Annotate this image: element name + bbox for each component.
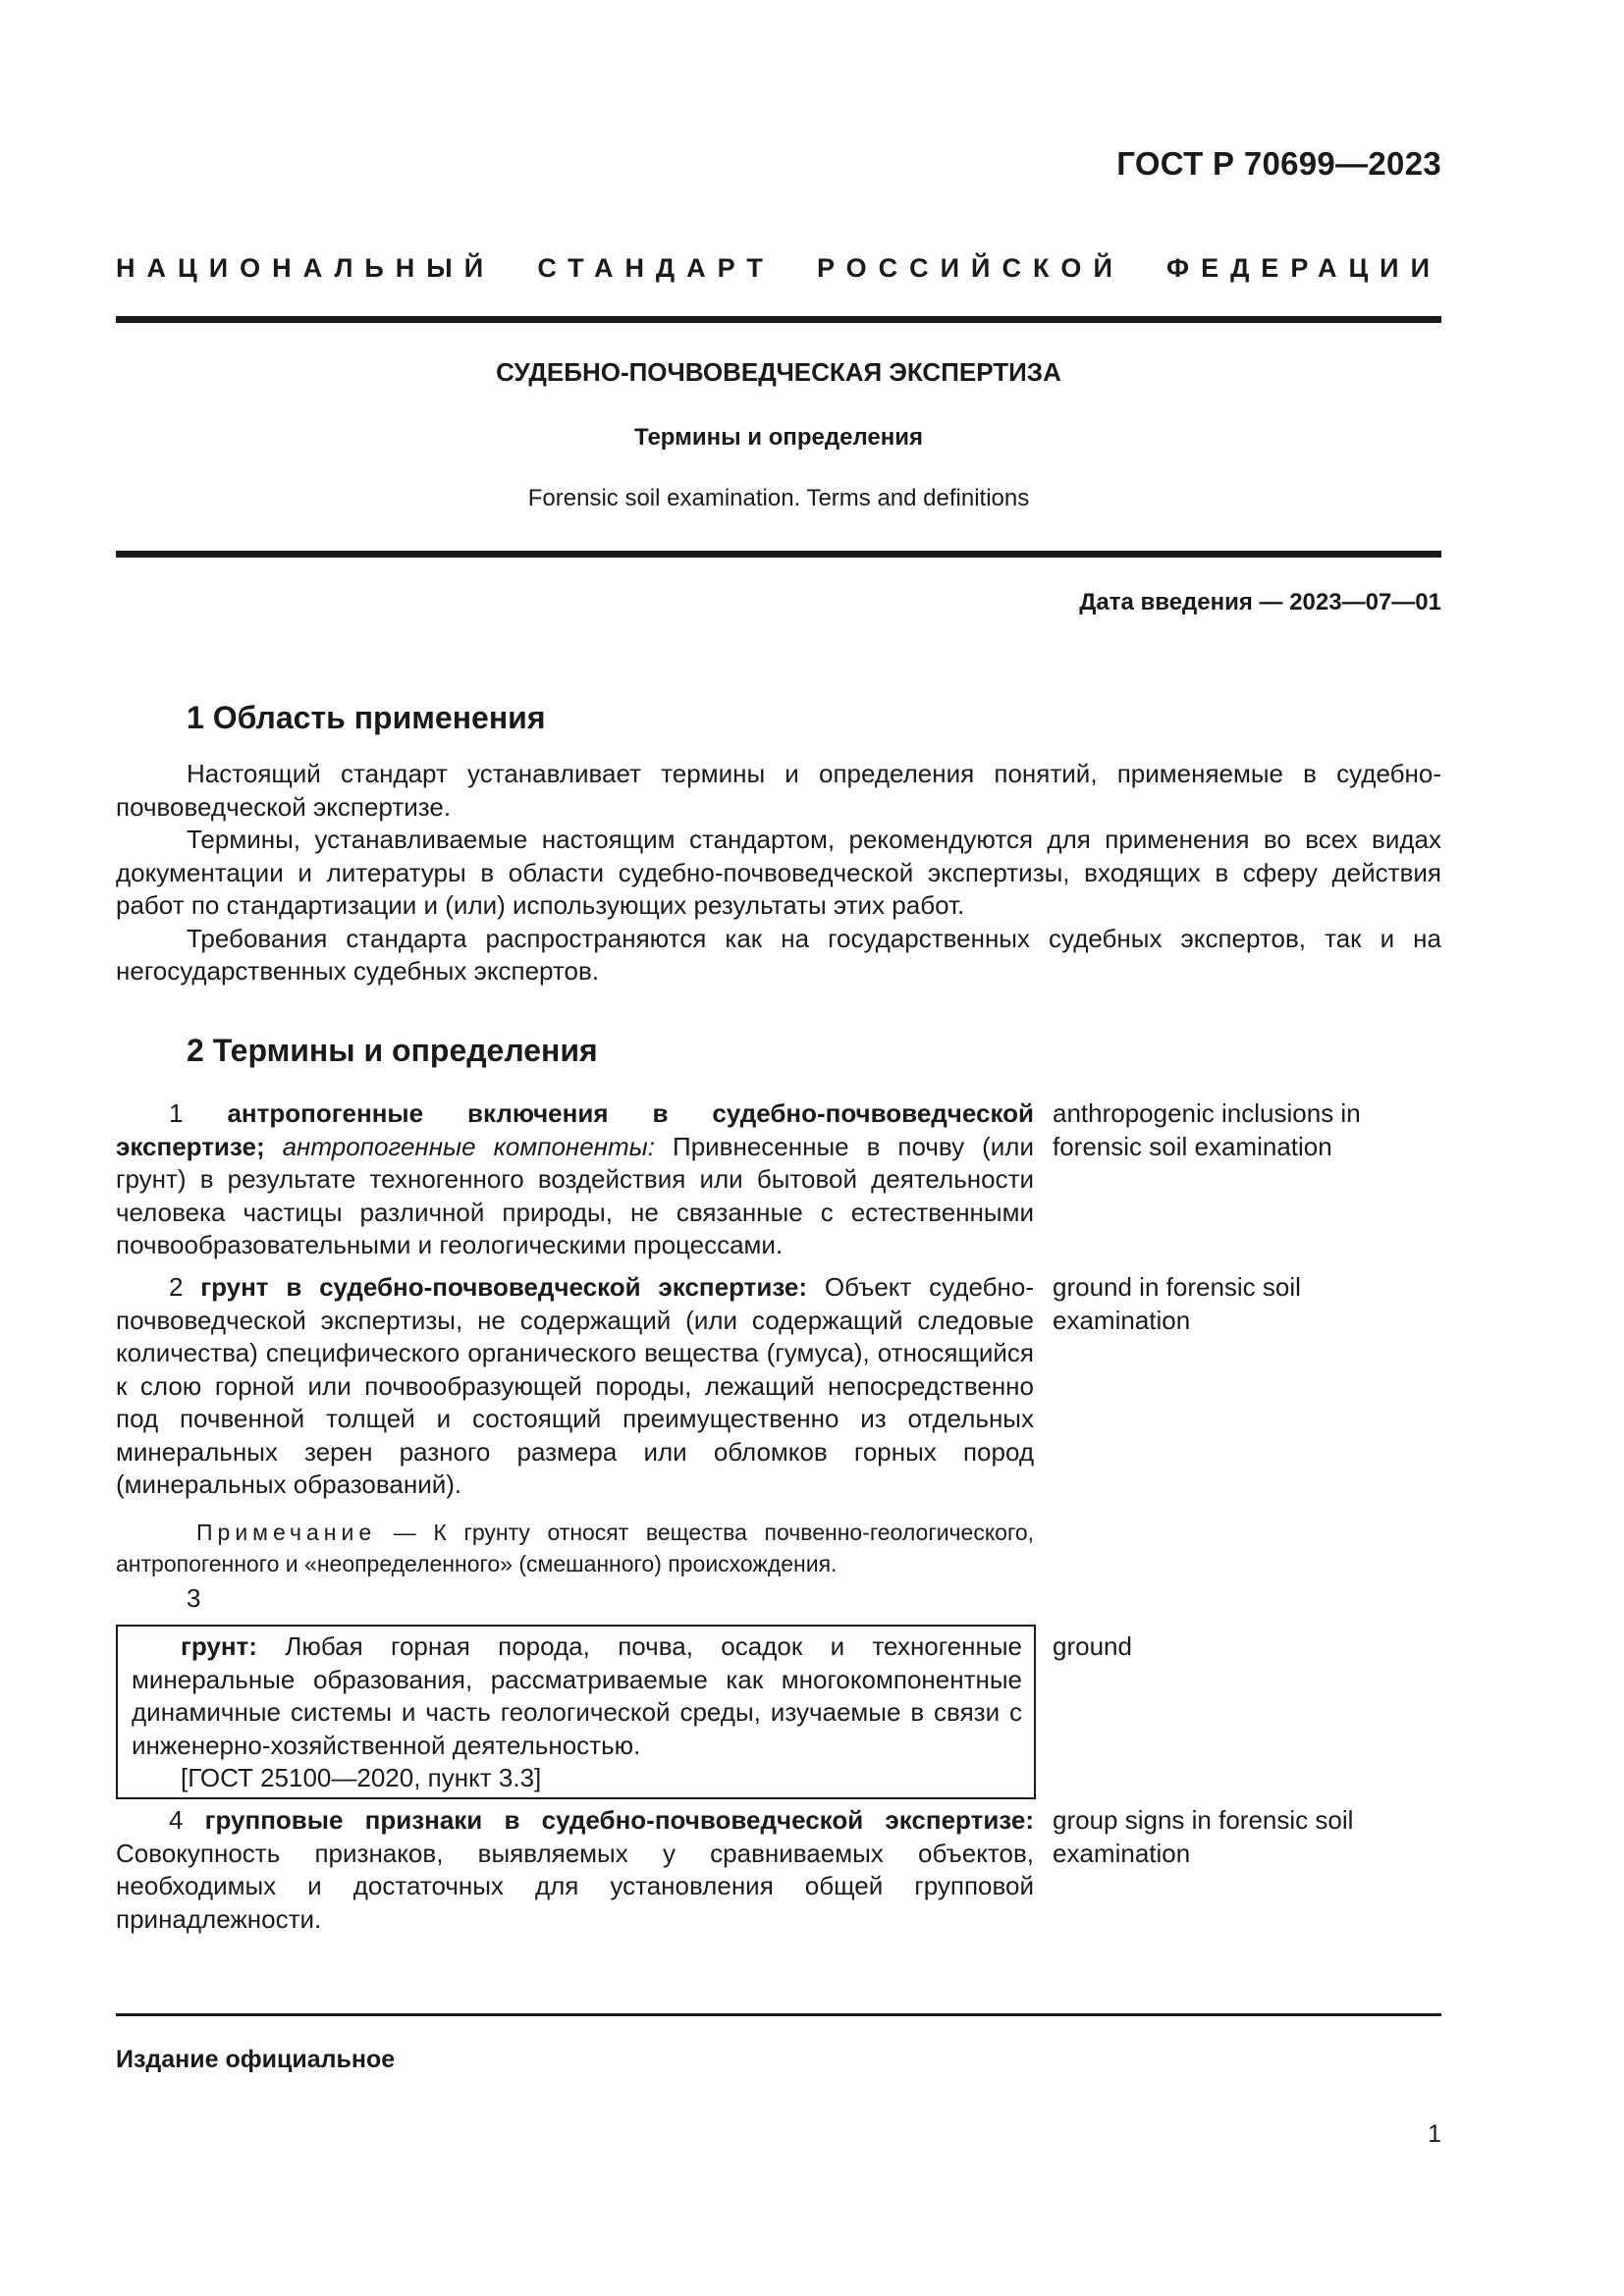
standard-number: ГОСТ Р 70699—2023	[1116, 145, 1441, 182]
english-title: Forensic soil examination. Terms and definitions	[527, 485, 1030, 511]
term-entry-2	[116, 1271, 1034, 1502]
term-definition: Объект судебно-почвоведческой экспертизы, не содержащий (или содержащий следовые количества) специфического органического вещества (гумуса), относящийся к слою горной или почвообразующей породы, лежащий непосредственно под почвенной толщей и состоящий преимущественно из отдельных минеральных зерен разного размера или обломков горных пород (минеральных образований).	[116, 1272, 1035, 1499]
title-rule	[116, 551, 1441, 558]
note-text: — К грунту относят вещества почвенно-геологического, антропогенного и «неопределенного» (смешанного) происхождения.	[116, 1520, 1035, 1576]
section-1-body	[116, 758, 1441, 988]
paragraph: Настоящий стандарт устанавливает термины и определения понятий, применяемые в судебно-почвоведческой экспертизе.	[116, 759, 1441, 822]
page-number: 1	[1428, 2120, 1441, 2148]
paragraph: Термины, устанавливаемые настоящим стандартом, рекомендуются для применения во всех видах документации и литературы в области судебно-почвоведческой экспертизы, входящих в сферу действия работ по стандартизации и (или) использующих результаты этих работ.	[116, 825, 1441, 920]
note-label: Примечание	[196, 1520, 377, 1545]
term-name: грунт в судебно-почвоведческой экспертизе:	[200, 1272, 808, 1302]
term-entry-4	[116, 1804, 1034, 1936]
term-number: 4	[169, 1805, 184, 1835]
term-entry-1	[116, 1097, 1034, 1262]
term-note	[116, 1517, 1034, 1579]
national-standard-banner: НАЦИОНАЛЬНЫЙ СТАНДАРТ РОССИЙСКОЙ ФЕДЕРАЦИИ	[116, 253, 1441, 283]
top-rule	[116, 316, 1441, 323]
date-introduced: Дата введения — 2023—07—01	[1079, 589, 1441, 615]
footer-rule	[116, 2013, 1441, 2016]
term-entry-3-box	[116, 1625, 1036, 1799]
paragraph: Требования стандарта распространяются как на государственных судебных экспертов, так и на негосударственных судебных экспертов.	[116, 923, 1441, 986]
term-source: [ГОСТ 25100—2020, пункт 3.3]	[181, 1763, 542, 1792]
term-name: групповые признаки в судебно-почвоведческой экспертизе:	[204, 1805, 1035, 1835]
term-definition: Совокупность признаков, выявляемых у сравниваемых объектов, необходимых и достаточных для установления общей групповой принадлежности.	[116, 1838, 1034, 1934]
term-synonym: антропогенные компоненты:	[282, 1131, 656, 1161]
term-english-3: ground	[1053, 1631, 1132, 1661]
term-definition: Любая горная порода, почва, осадок и техногенные минеральные образования, рассматриваемые как многокомпонентные динамичные системы и часть геологической среды, изучаемые в связи с инженерно-хозяйственной деятельностью.	[132, 1631, 1022, 1760]
term-definition: Привнесенные в почву (или грунт) в результате техногенного воздействия или бытовой деятельности человека частицы различной природы, не связанные с естественными почвообразовательными и геологическими процессами.	[116, 1131, 1034, 1259]
term-english-2: ground in forensic soil examination	[1053, 1272, 1301, 1335]
term-number: 1	[169, 1098, 184, 1128]
term-name: грунт:	[181, 1631, 257, 1661]
term-number: 2	[169, 1272, 184, 1302]
term-name: антропогенные включения в судебно-почвоведческой экспертизе;	[116, 1098, 1034, 1161]
official-edition-label: Издание официальное	[116, 2046, 396, 2073]
section-2-heading: 2 Термины и определения	[187, 1033, 598, 1068]
term-english-4: group signs in forensic soil examination	[1053, 1805, 1354, 1868]
term-english-1: anthropogenic inclusions in forensic soil examination	[1053, 1098, 1361, 1161]
section-1-heading: 1 Область применения	[187, 700, 546, 735]
document-subtitle: Термины и определения	[633, 424, 924, 451]
document-title: СУДЕБНО-ПОЧВОВЕДЧЕСКАЯ ЭКСПЕРТИЗА	[496, 357, 1061, 387]
term-number-3: 3	[187, 1583, 201, 1613]
